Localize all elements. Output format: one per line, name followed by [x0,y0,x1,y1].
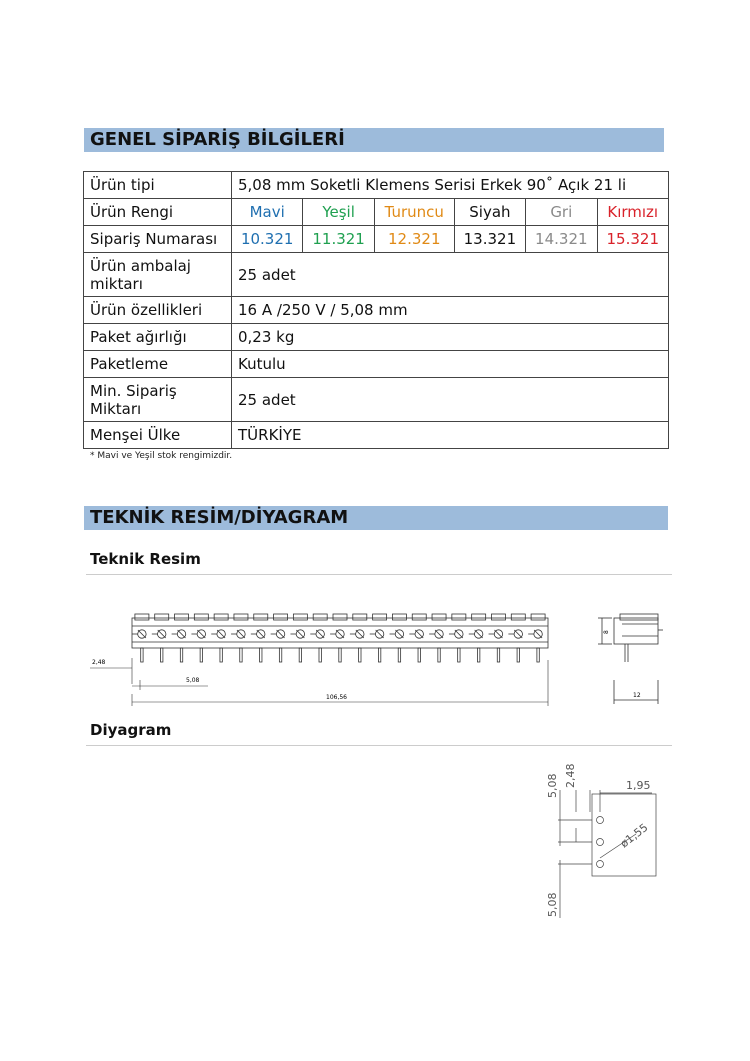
label-mensei: Menşei Ülke [84,422,232,449]
pin-cap [135,614,149,620]
order-code-kirmizi: 15.321 [597,226,669,253]
order-code-yesil: 11.321 [303,226,374,253]
pin-leg [339,648,341,662]
pin-leg [477,648,479,662]
pcb-diagram [540,750,670,925]
pin-leg [458,648,460,662]
pin-leg [319,648,321,662]
pin-cap [491,614,505,620]
pin-leg [161,648,163,662]
value-agirlik: 0,23 kg [232,324,669,351]
label-ambalaj: Ürün ambalaj miktarı [84,253,232,297]
section-title-teknik: TEKNİK RESİM/DİYAGRAM [84,506,668,530]
pin-cap [392,614,406,620]
dim-pitch-offset-label: 2,48 [92,659,106,666]
pin-cap [511,614,525,620]
connector-body [132,618,548,648]
divider-diyagram [86,745,672,746]
row-ozellikler [84,297,669,324]
pin-cap [155,614,169,620]
pin-cap [313,614,327,620]
diagram-dim-offset: 1,95 [626,779,651,792]
pin-cap [274,614,288,620]
color-name-turuncu: Turuncu [374,199,454,226]
pin-leg [438,648,440,662]
pin-cap [472,614,486,620]
color-name-siyah: Siyah [454,199,525,226]
value-paketleme: Kutulu [232,351,669,378]
hole-3 [597,861,604,868]
stock-note: * Mavi ve Yeşil stok rengimizdir. [90,451,233,461]
pin-leg [537,648,539,662]
order-code-siyah: 13.321 [454,226,525,253]
pin-leg [299,648,301,662]
pin-cap [333,614,347,620]
hole-2 [597,839,604,846]
heading-teknik-resim: Teknik Resim [90,550,201,568]
pin-leg [200,648,202,662]
pin-leg [141,648,143,662]
dim-height-label: 8 [603,630,610,634]
dimension-lines [90,658,548,706]
pin-cap [214,614,228,620]
value-ozellikler: 16 A /250 V / 5,08 mm [232,297,669,324]
diagram-dim-top-b: 2,48 [564,763,577,788]
dim-pitch-label: 5,08 [186,677,200,684]
label-min-siparis: Min. Sipariş Miktarı [84,378,232,422]
row-paketleme [84,351,669,378]
row-urun-rengi [84,199,669,226]
pin-cap [412,614,426,620]
pin-leg [359,648,361,662]
pin-cap [293,614,307,620]
label-ozellikler: Ürün özellikleri [84,297,232,324]
label-paketleme: Paketleme [84,351,232,378]
pin-cap [531,614,545,620]
pin-cap [175,614,189,620]
order-info-table [83,171,669,449]
color-name-mavi: Mavi [232,199,303,226]
divider-teknik-resim [86,574,672,575]
order-code-turuncu: 12.321 [374,226,454,253]
diagram-dim-top-a: 5,08 [546,773,559,798]
row-min-siparis [84,378,669,422]
color-name-kirmizi: Kırmızı [597,199,669,226]
row-agirlik [84,324,669,351]
color-name-yesil: Yeşil [303,199,374,226]
value-urun-tipi: 5,08 mm Soketli Klemens Serisi Erkek 90˚ Açık 21 li [232,172,669,199]
pin-leg [517,648,519,662]
technical-drawing [88,600,678,715]
hole-1 [597,817,604,824]
pin-leg [497,648,499,662]
row-urun-tipi [84,172,669,199]
pin-cap [194,614,208,620]
pin-leg [279,648,281,662]
value-mensei: TÜRKİYE [232,422,669,449]
row-ambalaj [84,253,669,297]
diagram-dim-bottom: 5,08 [546,892,559,917]
order-code-mavi: 10.321 [232,226,303,253]
value-ambalaj: 25 adet [232,253,669,297]
side-view [598,614,663,704]
pin-cap [452,614,466,620]
pin-leg [240,648,242,662]
pin-leg [180,648,182,662]
order-code-gri: 14.321 [526,226,597,253]
pin-cap [254,614,268,620]
pin-leg [378,648,380,662]
value-min-siparis: 25 adet [232,378,669,422]
section-title-genel: GENEL SİPARİŞ BİLGİLERİ [84,128,664,152]
label-urun-rengi: Ürün Rengi [84,199,232,226]
pin-leg [220,648,222,662]
label-siparis-numarasi: Sipariş Numarası [84,226,232,253]
row-mensei [84,422,669,449]
pin-cap [373,614,387,620]
label-urun-tipi: Ürün tipi [84,172,232,199]
label-agirlik: Paket ağırlığı [84,324,232,351]
diagram-dim-hole: ø1,55 [617,820,651,851]
pin-leg [418,648,420,662]
heading-diyagram: Diyagram [90,721,172,739]
dim-depth-label: 12 [633,692,641,699]
dim-length-label: 106,56 [326,694,347,701]
row-siparis-numarasi [84,226,669,253]
color-name-gri: Gri [526,199,597,226]
pin-leg [398,648,400,662]
pin-cap [353,614,367,620]
pin-leg [260,648,262,662]
pin-cap [432,614,446,620]
pin-cap [234,614,248,620]
